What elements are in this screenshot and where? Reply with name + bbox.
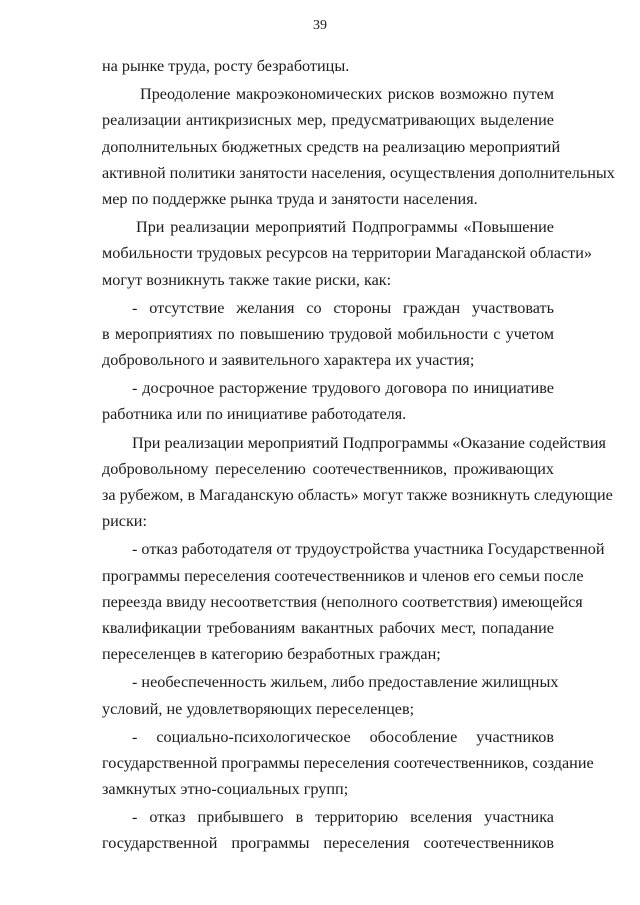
text-line: риски: [102,512,147,531]
text-line: работника или по инициативе работодателя. [102,405,407,424]
text-line: добровольного и заявительного характера их участия; [102,351,475,370]
text-line: - социально-психологическое обособление участников [132,727,554,746]
text-line: за рубежом, в Магаданскую область» могут также возникнуть следующие [102,486,613,504]
text-line: При реализации мероприятий Подпрограммы «Оказание содействия [132,433,606,452]
text-line: государственной программы переселения соотечественников [102,834,554,853]
text-line: могут возникнуть также такие риски, как: [102,270,392,289]
text-line: программы переселения соотечественников и членов его семьи после [102,566,584,585]
text-line: замкнутых этно-социальных групп; [102,780,349,799]
text-line: активной политики занятости населения, осуществления дополнительных [102,163,615,182]
text-line: - отсутствие желания со стороны граждан участвовать [132,298,554,317]
text-line: - необеспеченность жильем, либо предоставление жилищных [132,673,559,692]
page-number: 39 [313,18,327,33]
text-line: на рынке труда, росту безработицы. [102,57,350,75]
text-line: мобильности трудовых ресурсов на территории Магаданской области» [102,244,592,263]
text-line: дополнительных бюджетных средств на реализацию мероприятий [102,137,561,156]
text-line: - отказ работодателя от трудоустройства участника Государственной [132,540,605,559]
text-line: квалификации требованиям вакантных рабочих мест, попадание [102,618,554,637]
text-line: в мероприятиях по повышению трудовой мобильности с учетом [102,324,554,343]
text-line: государственной программы переселения соотечественников, создание [102,753,594,772]
text-line: добровольному переселению соотечественников, проживающих [102,459,554,478]
text-line: Преодоление макроэкономических рисков возможно путем [140,85,554,104]
body-text [102,53,615,857]
text-line: условий, не удовлетворяющих переселенцев; [102,699,415,718]
text-line: При реализации мероприятий Подпрограммы «Повышение [136,218,554,237]
text-line: реализации антикризисных мер, предусматривающих выделение [102,111,554,130]
text-line: - отказ прибывшего в территорию вселения участника [132,808,554,827]
text-line: мер по поддержке рынка труда и занятости населения. [102,189,478,208]
text-line: переезда ввиду несоответствия (неполного соответствия) имеющейся [102,592,583,611]
text-line: переселенцев в категорию безработных граждан; [102,645,441,664]
text-line: - досрочное расторжение трудового договора по инициативе [132,379,554,398]
